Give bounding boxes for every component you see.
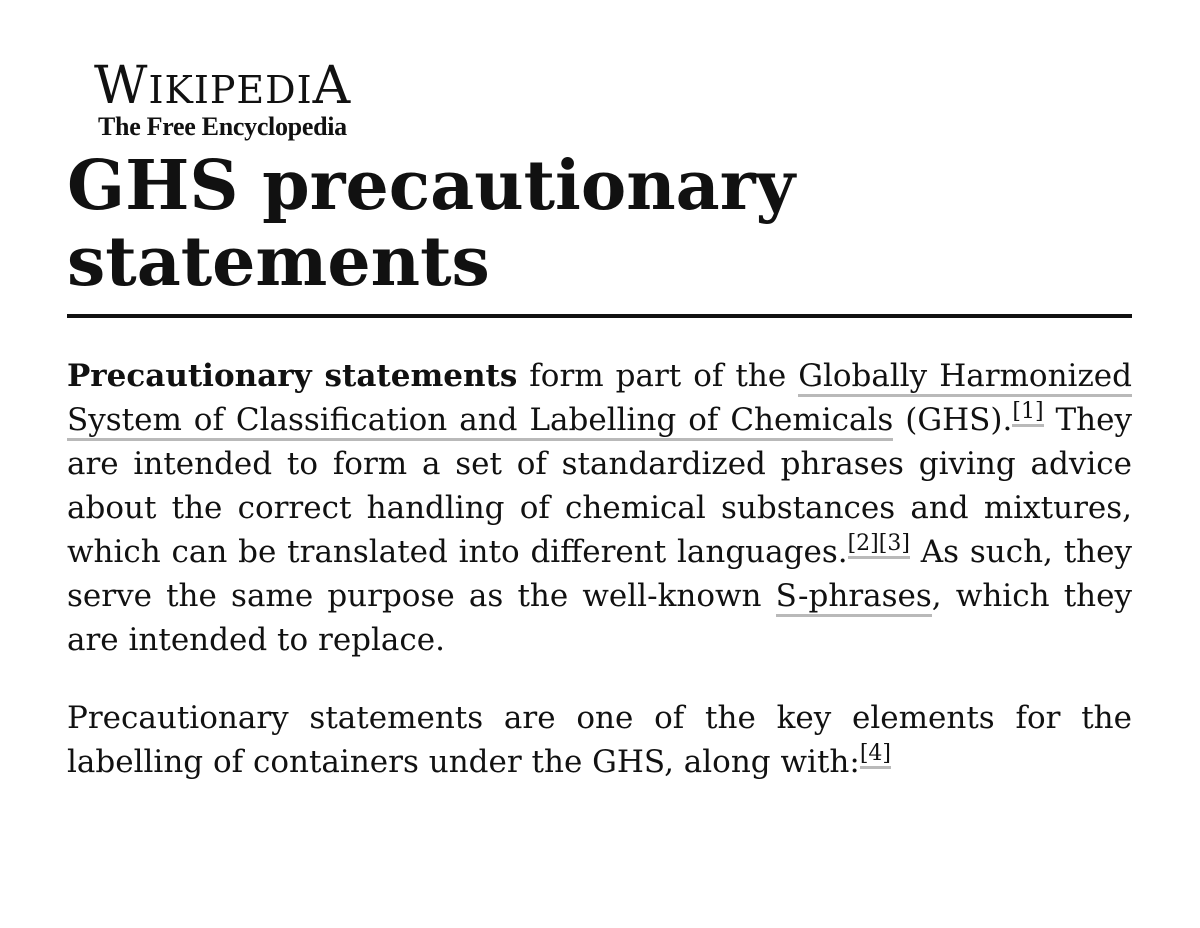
link-ghs[interactable]: Globally Harmonized System of Classification and Labelling of Chemicals — [67, 358, 1132, 441]
logo-wordmark: WIKIPEDIA — [94, 56, 352, 116]
reference-2[interactable] — [848, 531, 910, 559]
reference-link[interactable]: [3] — [879, 531, 910, 559]
link-s-phrases[interactable]: S-phrases — [776, 578, 932, 617]
article-page — [67, 56, 1132, 784]
reference-4[interactable] — [860, 741, 891, 769]
reference-link[interactable]: [4] — [860, 741, 891, 769]
reference-1[interactable] — [1012, 399, 1043, 427]
paragraph-text: , which they are intended to replace. — [67, 578, 1132, 658]
paragraph-text: They are intended to form a set of standardized phrases giving advice about the correct handling of chemical substances and mixtures, which can be translated into different languages. — [67, 402, 1132, 570]
logo-tagline: The Free Encyclopedia — [98, 112, 347, 141]
paragraph-text: form part of the — [517, 358, 799, 394]
article-paragraph-1 — [67, 354, 1132, 662]
article-paragraph-2 — [67, 696, 1132, 784]
bold-term: Precautionary statements — [67, 358, 518, 394]
wikipedia-logo[interactable] — [94, 56, 374, 141]
reference-link[interactable]: [2] — [848, 531, 879, 559]
reference-link[interactable]: [1] — [1012, 399, 1043, 427]
paragraph-text: (GHS). — [893, 402, 1013, 438]
paragraph-text: As such, they serve the same purpose as the well-known — [67, 534, 1132, 614]
page-title: GHS precautionary statements — [67, 148, 1132, 318]
paragraph-text: Precautionary statements are one of the key elements for the labelling of containers under the GHS, along with: — [67, 700, 1132, 780]
